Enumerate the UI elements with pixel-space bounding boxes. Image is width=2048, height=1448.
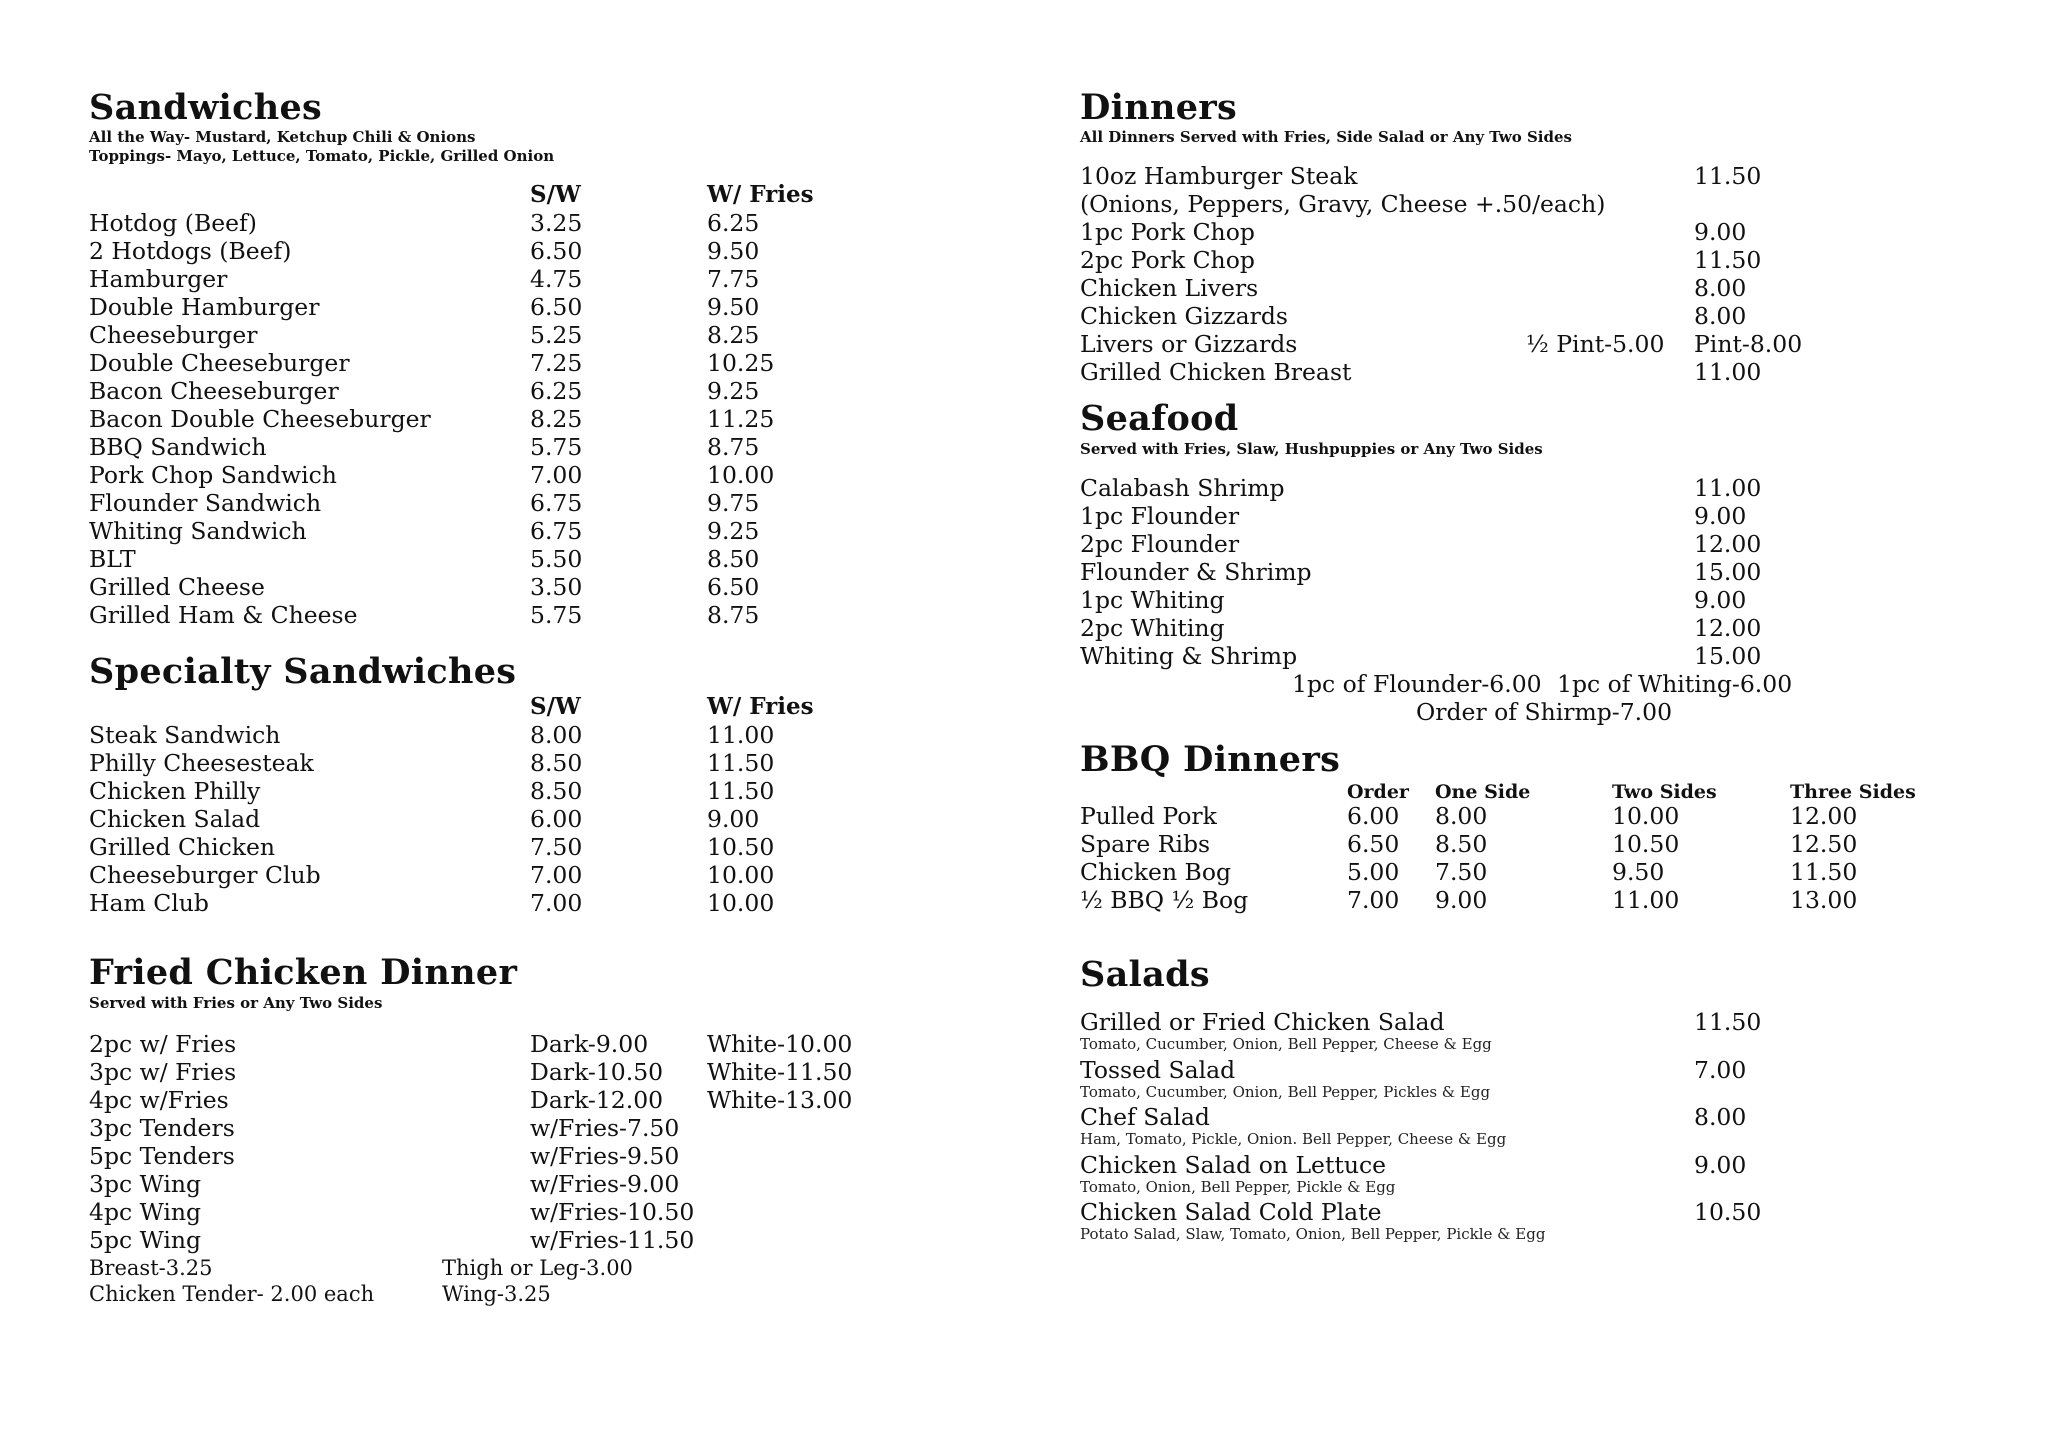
item-description: Tomato, Cucumber, Onion, Bell Pepper, Pickles & Egg — [1080, 1082, 1491, 1101]
price-with-fries: 9.50 — [707, 293, 760, 321]
price-sandwich: 4.75 — [530, 265, 583, 293]
item-price: 9.00 — [1694, 1150, 1747, 1179]
item-price: 8.00 — [1694, 274, 1747, 302]
price-option: w/Fries-7.50 — [530, 1114, 680, 1142]
item-price: 11.50 — [1790, 858, 1858, 886]
extra-price: Wing-3.25 — [442, 1282, 551, 1306]
item-name: 3pc Wing — [89, 1170, 202, 1198]
price-option: White-13.00 — [707, 1086, 853, 1114]
item-name: BBQ Sandwich — [89, 433, 267, 461]
item-name: Tossed Salad — [1080, 1055, 1236, 1084]
section-note: Served with Fries or Any Two Sides — [89, 994, 383, 1012]
item-price: 11.00 — [1612, 886, 1680, 914]
item-name: Chef Salad — [1080, 1103, 1210, 1131]
section-note: Toppings- Mayo, Lettuce, Tomato, Pickle, Grilled Onion — [89, 147, 555, 165]
item-name: Grilled or Fried Chicken Salad — [1080, 1008, 1445, 1036]
column-header: Three Sides — [1790, 781, 1916, 803]
column-header-sw: S/W — [530, 181, 581, 208]
extra-price: Thigh or Leg-3.00 — [442, 1256, 633, 1280]
price-with-fries: 8.25 — [707, 321, 760, 349]
price-option: White-10.00 — [707, 1030, 853, 1058]
column-header-fries: W/ Fries — [707, 181, 814, 208]
item-name: BLT — [89, 545, 136, 573]
price-with-fries: 10.50 — [707, 833, 775, 861]
price-sandwich: 7.00 — [530, 461, 583, 489]
price-sandwich: 7.00 — [530, 889, 583, 917]
item-name: Grilled Cheese — [89, 573, 265, 601]
item-price: 6.50 — [1347, 830, 1400, 858]
item-name: Chicken Salad Cold Plate — [1080, 1198, 1382, 1226]
item-price: 11.00 — [1694, 358, 1762, 386]
extra-price: Chicken Tender- 2.00 each — [89, 1282, 375, 1306]
section-note: Served with Fries, Slaw, Hushpuppies or Any Two Sides — [1080, 440, 1543, 458]
item-name: Double Cheeseburger — [89, 349, 350, 377]
price-option: Dark-10.50 — [530, 1058, 664, 1086]
item-description: Tomato, Cucumber, Onion, Bell Pepper, Cheese & Egg — [1080, 1035, 1492, 1053]
price-option: Dark-12.00 — [530, 1086, 664, 1114]
price-with-fries: 7.75 — [707, 265, 760, 293]
section-title: Salads — [1080, 954, 1210, 995]
price-with-fries: 10.00 — [707, 461, 775, 489]
item-price: 7.00 — [1347, 886, 1400, 914]
item-name: Chicken Livers — [1080, 274, 1259, 302]
item-price: 13.00 — [1790, 886, 1858, 914]
price-sandwich: 7.00 — [530, 861, 583, 889]
item-name: 5pc Tenders — [89, 1142, 235, 1170]
item-price: 11.50 — [1694, 162, 1762, 190]
item-price: 7.50 — [1435, 858, 1488, 886]
item-name: Bacon Double Cheeseburger — [89, 405, 431, 433]
price-with-fries: 10.25 — [707, 349, 775, 377]
price-with-fries: 8.75 — [707, 433, 760, 461]
price-option: Dark-9.00 — [530, 1030, 649, 1058]
section-title: Fried Chicken Dinner — [89, 952, 518, 993]
item-description: Ham, Tomato, Pickle, Onion. Bell Pepper, Cheese & Egg — [1080, 1130, 1507, 1148]
item-price: 12.00 — [1694, 530, 1762, 558]
price-sandwich: 7.50 — [530, 833, 583, 861]
price-sandwich: 6.75 — [530, 517, 583, 545]
item-name: 1pc Pork Chop — [1080, 218, 1255, 246]
price-sandwich: 5.75 — [530, 601, 583, 629]
price-option: White-11.50 — [707, 1058, 853, 1086]
item-name: Grilled Ham & Cheese — [89, 601, 358, 629]
item-description: Tomato, Onion, Bell Pepper, Pickle & Egg — [1080, 1177, 1396, 1196]
item-name: 1pc Whiting — [1080, 586, 1225, 614]
price-sandwich: 5.50 — [530, 545, 583, 573]
item-name: Chicken Philly — [89, 777, 261, 805]
item-name: 2pc Pork Chop — [1080, 246, 1255, 274]
price-option: w/Fries-10.50 — [530, 1198, 695, 1226]
price-with-fries: 9.75 — [707, 489, 760, 517]
item-name: Grilled Chicken — [89, 833, 276, 861]
item-name: Cheeseburger Club — [89, 861, 321, 889]
item-name: Pork Chop Sandwich — [89, 461, 337, 489]
item-name: Ham Club — [89, 889, 209, 917]
item-name: 2pc w/ Fries — [89, 1030, 237, 1058]
item-price: 12.00 — [1694, 614, 1762, 642]
item-price: 5.00 — [1347, 858, 1400, 886]
item-name: Flounder & Shrimp — [1080, 558, 1312, 586]
item-price: 9.00 — [1694, 502, 1747, 530]
item-price: 9.00 — [1694, 218, 1747, 246]
section-title: Specialty Sandwiches — [89, 651, 517, 692]
price-sandwich: 3.25 — [530, 209, 583, 237]
price-option: ½ Pint-5.00 — [1526, 330, 1665, 358]
item-price: 9.50 — [1612, 858, 1665, 886]
item-price: 15.00 — [1694, 642, 1762, 670]
item-name: 3pc Tenders — [89, 1114, 235, 1142]
item-price: 11.00 — [1694, 474, 1762, 502]
item-price: 10.50 — [1612, 830, 1680, 858]
item-name: Steak Sandwich — [89, 721, 281, 749]
price-option: w/Fries-9.50 — [530, 1142, 680, 1170]
item-name: Hotdog (Beef) — [89, 209, 257, 237]
column-header: Order — [1347, 781, 1409, 803]
item-name: 2pc Flounder — [1080, 530, 1240, 558]
item-price: 9.00 — [1694, 586, 1747, 614]
price-sandwich: 8.50 — [530, 777, 583, 805]
price-sandwich: 6.00 — [530, 805, 583, 833]
price-with-fries: 8.75 — [707, 601, 760, 629]
price-option: w/Fries-9.00 — [530, 1170, 680, 1198]
item-name: Chicken Salad on Lettuce — [1080, 1150, 1387, 1179]
price-with-fries: 6.50 — [707, 573, 760, 601]
item-description: Potato Salad, Slaw, Tomato, Onion, Bell Pepper, Pickle & Egg — [1080, 1225, 1546, 1243]
price-sandwich: 3.50 — [530, 573, 583, 601]
extra-price: Order of Shirmp-7.00 — [1416, 698, 1673, 726]
item-name: Grilled Chicken Breast — [1080, 358, 1352, 386]
section-note: All the Way- Mustard, Ketchup Chili & Onions — [89, 128, 476, 146]
item-name: 4pc w/Fries — [89, 1086, 229, 1114]
item-name: Chicken Bog — [1080, 858, 1232, 886]
column-header: Two Sides — [1612, 781, 1717, 803]
item-name: Hamburger — [89, 265, 228, 293]
item-name: (Onions, Peppers, Gravy, Cheese +.50/each) — [1080, 190, 1606, 218]
item-price: 9.00 — [1435, 886, 1488, 914]
price-sandwich: 8.50 — [530, 749, 583, 777]
column-header-sw: S/W — [530, 693, 581, 720]
extra-price: Breast-3.25 — [89, 1256, 213, 1280]
price-option: w/Fries-11.50 — [530, 1226, 695, 1254]
item-name: Cheeseburger — [89, 321, 258, 349]
price-with-fries: 9.25 — [707, 517, 760, 545]
item-price: 10.00 — [1612, 802, 1680, 830]
item-name: Chicken Gizzards — [1080, 302, 1288, 330]
price-with-fries: 10.00 — [707, 889, 775, 917]
price-with-fries: 11.25 — [707, 405, 775, 433]
item-price: 7.00 — [1694, 1055, 1747, 1084]
price-with-fries: 9.25 — [707, 377, 760, 405]
item-name: Flounder Sandwich — [89, 489, 322, 517]
item-name: 2pc Whiting — [1080, 614, 1225, 642]
price-sandwich: 5.25 — [530, 321, 583, 349]
price-with-fries: 10.00 — [707, 861, 775, 889]
item-name: ½ BBQ ½ Bog — [1080, 886, 1249, 914]
item-name: Pulled Pork — [1080, 802, 1217, 830]
price-with-fries: 6.25 — [707, 209, 760, 237]
item-name: Calabash Shrimp — [1080, 474, 1285, 502]
price-with-fries: 11.50 — [707, 777, 775, 805]
item-name: Livers or Gizzards — [1080, 330, 1298, 358]
extra-price: 1pc of Whiting-6.00 — [1557, 670, 1793, 698]
item-name: Bacon Cheeseburger — [89, 377, 339, 405]
price-with-fries: 8.50 — [707, 545, 760, 573]
item-price: 11.50 — [1694, 1008, 1762, 1036]
item-price: 8.00 — [1435, 802, 1488, 830]
item-name: Double Hamburger — [89, 293, 320, 321]
item-price: 10.50 — [1694, 1198, 1762, 1226]
item-name: 2 Hotdogs (Beef) — [89, 237, 292, 265]
price-sandwich: 7.25 — [530, 349, 583, 377]
price-with-fries: 11.50 — [707, 749, 775, 777]
item-price: 11.50 — [1694, 246, 1762, 274]
price-sandwich: 6.25 — [530, 377, 583, 405]
price-sandwich: 8.25 — [530, 405, 583, 433]
item-name: 1pc Flounder — [1080, 502, 1240, 530]
price-with-fries: 9.00 — [707, 805, 760, 833]
item-name: 10oz Hamburger Steak — [1080, 162, 1358, 190]
column-header-fries: W/ Fries — [707, 693, 814, 720]
item-name: 5pc Wing — [89, 1226, 202, 1254]
item-name: 4pc Wing — [89, 1198, 202, 1226]
item-price: 12.00 — [1790, 802, 1858, 830]
item-price: 8.50 — [1435, 830, 1488, 858]
column-header: One Side — [1435, 781, 1531, 803]
section-title: Dinners — [1080, 87, 1238, 128]
price-sandwich: 5.75 — [530, 433, 583, 461]
price-sandwich: 8.00 — [530, 721, 583, 749]
price-with-fries: 9.50 — [707, 237, 760, 265]
price-sandwich: 6.75 — [530, 489, 583, 517]
item-price: 6.00 — [1347, 802, 1400, 830]
item-name: Philly Cheesesteak — [89, 749, 314, 777]
item-name: Whiting & Shrimp — [1080, 642, 1298, 670]
item-price: 15.00 — [1694, 558, 1762, 586]
item-price: 8.00 — [1694, 1103, 1747, 1131]
item-name: Spare Ribs — [1080, 830, 1211, 858]
price-with-fries: 11.00 — [707, 721, 775, 749]
item-name: 3pc w/ Fries — [89, 1058, 237, 1086]
item-price: 12.50 — [1790, 830, 1858, 858]
price-sandwich: 6.50 — [530, 293, 583, 321]
item-name: Chicken Salad — [89, 805, 261, 833]
item-price: Pint-8.00 — [1694, 330, 1803, 358]
item-price: 8.00 — [1694, 302, 1747, 330]
section-note: All Dinners Served with Fries, Side Salad or Any Two Sides — [1080, 128, 1572, 146]
extra-price: 1pc of Flounder-6.00 — [1292, 670, 1542, 698]
price-sandwich: 6.50 — [530, 237, 583, 265]
section-title: Seafood — [1080, 398, 1239, 439]
item-name: Whiting Sandwich — [89, 517, 307, 545]
section-title: BBQ Dinners — [1080, 739, 1341, 780]
section-title: Sandwiches — [89, 87, 323, 128]
